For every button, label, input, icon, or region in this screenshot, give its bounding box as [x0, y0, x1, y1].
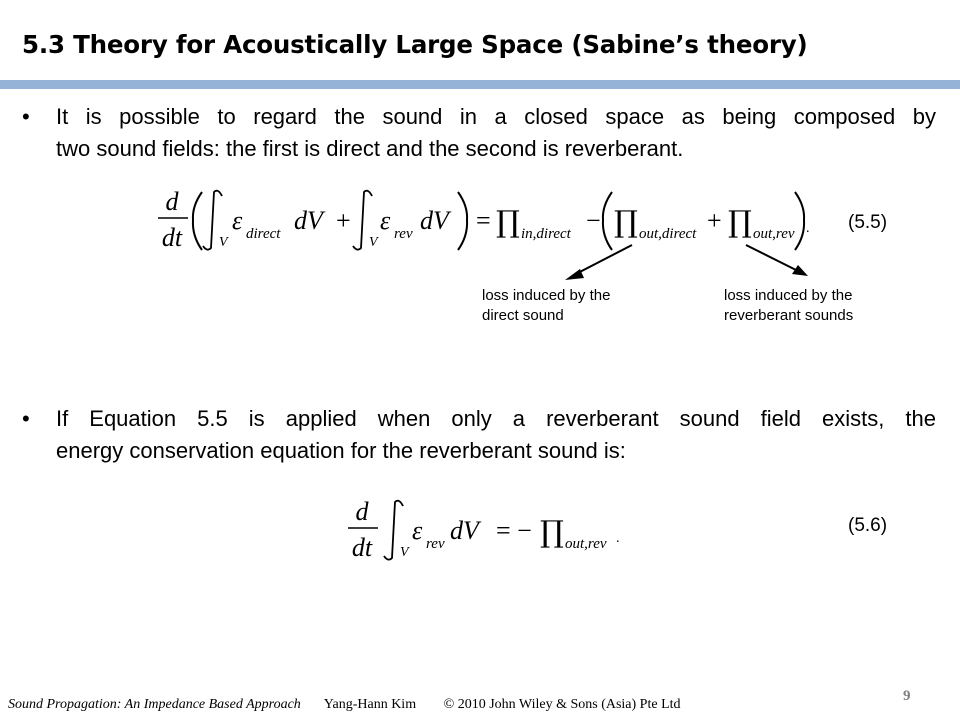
eq55-sub-rev-1: rev: [394, 226, 413, 242]
eq55-dv-2: dV: [420, 206, 449, 235]
eq56-numerator: d: [355, 497, 369, 526]
eq56-denominator: dt: [351, 533, 373, 562]
bullet-2-line-1: If Equation 5.5 is applied when only a reverberant sound field exists, the: [56, 406, 936, 431]
arrow-to-reverberant-loss: [746, 245, 800, 272]
equation-number-5-5: (5.5): [848, 212, 888, 233]
bullet-marker: •: [22, 104, 30, 129]
eq55-outer-left-paren: [193, 192, 202, 250]
eq55-epsilon-1: ε: [232, 206, 243, 235]
footer-copyright: © 2010 John Wiley & Sons (Asia) Pte Ltd: [443, 697, 681, 712]
footer-author: Yang-Hann Kim: [323, 697, 417, 712]
eq55-plus-2: +: [707, 206, 722, 235]
eq55-sub-out-direct: out,direct: [639, 226, 697, 242]
eq56-dv: dV: [450, 516, 479, 545]
slide-title: 5.3 Theory for Acoustically Large Space (Sabine’s theory): [22, 30, 808, 59]
annotation-direct-loss: [482, 286, 610, 326]
eq55-outer-right-paren: [458, 192, 467, 250]
annotation-direct-line-2: direct sound: [482, 307, 564, 324]
annotation-reverberant-loss: [724, 286, 853, 326]
eq55-epsilon-2: ε: [380, 206, 391, 235]
equation-number-5-6: (5.6): [848, 515, 888, 536]
eq55-sub-direct: direct: [246, 226, 281, 242]
eq56-prod: ∏: [540, 515, 564, 550]
eq55-numerator: d: [165, 187, 179, 216]
eq55-prod-3: ∏: [728, 205, 752, 240]
bullet-1-line-1: It is possible to regard the sound in a closed space as being composed by: [56, 104, 936, 129]
eq55-minus: −: [586, 206, 601, 235]
annotation-direct-line-1: loss induced by the: [482, 287, 611, 304]
equation-5-6: [340, 490, 630, 570]
arrowhead-reverberant: [792, 265, 808, 276]
eq56-epsilon: ε: [412, 516, 423, 545]
eq55-equals: =: [476, 206, 491, 235]
slide-footer: [8, 697, 681, 713]
eq56-period: .: [616, 531, 620, 546]
annotation-reverberant-line-1: loss induced by the: [724, 287, 853, 304]
bullet-1-text: [56, 101, 936, 165]
bullet-marker: •: [22, 406, 30, 431]
eq55-sub-v-1: V: [219, 235, 228, 250]
annotation-arrows: [560, 240, 820, 285]
eq55-sub-out-rev: out,rev: [753, 226, 795, 242]
eq56-sub-v: V: [400, 545, 409, 560]
page-number: 9: [903, 688, 911, 704]
bullet-2-line-2: energy conservation equation for the reverberant sound is:: [56, 438, 626, 463]
bullet-2-text: [56, 403, 936, 467]
annotation-reverberant-line-2: reverberant sounds: [724, 307, 854, 324]
eq55-prod-2: ∏: [614, 205, 638, 240]
eq56-equals-minus: = −: [496, 516, 532, 545]
eq55-plus-1: +: [336, 206, 351, 235]
eq55-dv-1: dV: [294, 206, 323, 235]
eq56-sub-rev: rev: [426, 536, 445, 552]
eq55-sub-v-2: V: [369, 235, 378, 250]
eq56-sub-out-rev: out,rev: [565, 536, 607, 552]
eq55-sub-in-direct: in,direct: [521, 226, 571, 242]
eq55-period: .: [806, 221, 810, 236]
bullet-1-line-2: two sound fields: the first is direct and the second is reverberant.: [56, 136, 684, 161]
title-underline: [0, 80, 960, 89]
footer-book-title: Sound Propagation: An Impedance Based Approach: [8, 697, 301, 712]
eq55-denominator: dt: [161, 223, 183, 252]
eq55-prod-1: ∏: [496, 205, 520, 240]
